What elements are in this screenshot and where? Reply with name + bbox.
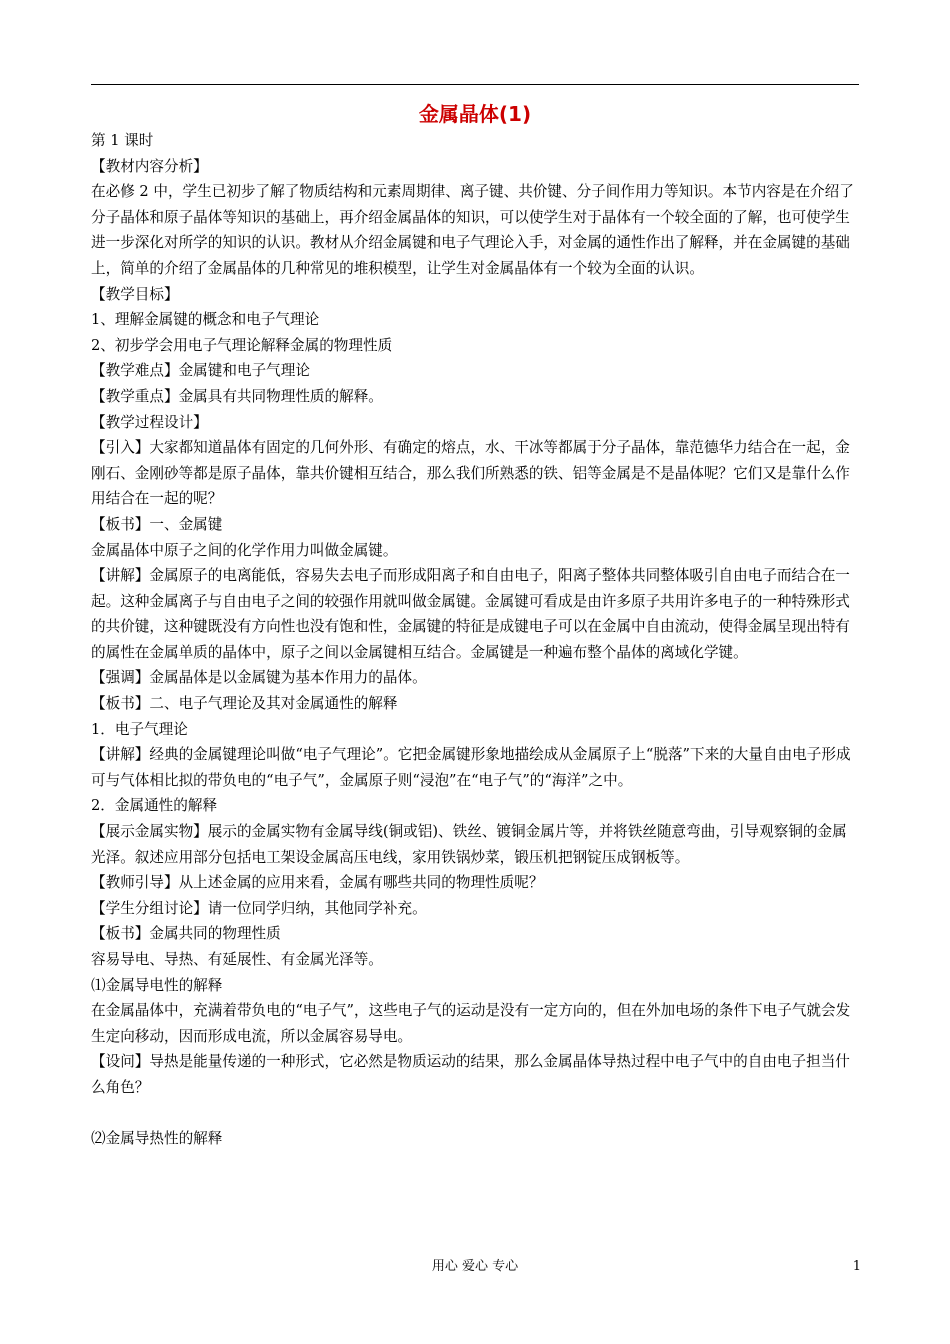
paragraph: 2．金属通性的解释: [91, 797, 218, 815]
paragraph: 容易导电、导热、有延展性、有金属光泽等。: [91, 951, 383, 968]
paragraph: 【展示金属实物】展示的金属实物有金属导线(铜或铝)、铁丝、镀铜金属片等，并将铁丝随意弯曲，引导观察铜的金属光泽。叙述应用部分包括电工架设金属高压电线，家用铁锅炒菜，锻压机把钢锭压成钢板等。: [91, 823, 847, 866]
paragraph: 【学生分组讨论】请一位同学归纳，其他同学补充。: [91, 899, 427, 917]
paragraph: 在必修 2 中，学生已初步了解了物质结构和元素周期律、离子键、共价键、分子间作用力等知识。本节内容是在介绍了分子晶体和原子晶体等知识的基础上，再介绍金属晶体的知识，可以使学生对于晶体有一个较全面的了解，也可使学生进一步深化对所学的知识的认识。教材从介绍金属键和电子气理论入手，对金属的通性作出了解释，并在金属键的基础上，简单的介绍了金属晶体的几种常见的堆积模型，让学生对金属晶体有一个较为全面的认识。: [91, 183, 854, 277]
page-number: 1: [852, 1259, 861, 1274]
paragraph: 【板书】一、金属键: [91, 515, 223, 533]
paragraph: 金属晶体中原子之间的化学作用力叫做金属键。: [91, 541, 398, 559]
paragraph: 【教学重点】金属具有共同物理性质的解释。: [91, 387, 383, 405]
paragraph: 第 1 课时: [91, 132, 154, 149]
paragraph: 【板书】二、电子气理论及其对金属通性的解释: [91, 695, 398, 713]
paragraph: 【引入】大家都知道晶体有固定的几何外形、有确定的熔点，水、干冰等都属于分子晶体，靠范德华力结合在一起，金刚石、金刚砂等都是原子晶体，靠共价键相互结合，那么我们所熟悉的铁、铝等金属是不是晶体呢？它们又是靠什么作用结合在一起的呢？: [91, 439, 850, 508]
paragraph: 【设问】导热是能量传递的一种形式，它必然是物质运动的结果，那么金属晶体导热过程中电子气中的自由电子担当什么角色？: [91, 1053, 850, 1096]
paragraph: 【教学难点】金属键和电子气理论: [91, 362, 310, 380]
paragraph: 【讲解】经典的金属键理论叫做“电子气理论”。它把金属键形象地描绘成从金属原子上“脱落”下来的大量自由电子形成可与气体相比拟的带负电的“电子气”，金属原子则“浸泡”在“电子气”的“海洋”之中。: [91, 746, 851, 789]
paragraph: 【教师引导】从上述金属的应用来看，金属有哪些共同的物理性质呢？: [91, 874, 544, 892]
paragraph: 2、初步学会用电子气理论解释金属的物理性质: [91, 336, 393, 354]
document-body: [91, 128, 861, 1151]
paragraph: 在金属晶体中，充满着带负电的“电子气”，这些电子气的运动是没有一定方向的，但在外加电场的条件下电子气就会发生定向移动，因而形成电流，所以金属容易导电。: [91, 1002, 851, 1045]
paragraph: 【讲解】金属原子的电离能低，容易失去电子而形成阳离子和自由电子，阳离子整体共同整体吸引自由电子而结合在一起。这种金属离子与自由电子之间的较强作用就叫做金属键。金属键可看成是由许多原子共用许多电子的一种特殊形式的共价键，这种键既没有方向性也没有饱和性，金属键的特征是成键电子可以在金属中自由流动，使得金属呈现出特有的属性在金属单质的晶体中，原子之间以金属键相互结合。金属键是一种遍布整个晶体的离域化学键。: [91, 567, 850, 661]
section-heading: 【教学过程设计】: [91, 413, 208, 431]
paragraph: 【强调】金属晶体是以金属键为基本作用力的晶体。: [91, 669, 427, 687]
header-rule: [91, 84, 859, 85]
paragraph: 1、理解金属键的概念和电子气理论: [91, 311, 320, 329]
paragraph: 1．电子气理论: [91, 720, 188, 738]
paragraph: 【板书】金属共同的物理性质: [91, 925, 281, 943]
paragraph: ⑴金属导电性的解释: [91, 976, 223, 994]
paragraph: ⑵金属导热性的解释: [91, 1129, 223, 1147]
section-heading: 【教材内容分析】: [91, 157, 208, 175]
footer-motto: 用心 爱心 专心: [431, 1259, 519, 1274]
document-title: 金属晶体(1): [418, 102, 532, 126]
section-heading: 【教学目标】: [91, 285, 179, 303]
